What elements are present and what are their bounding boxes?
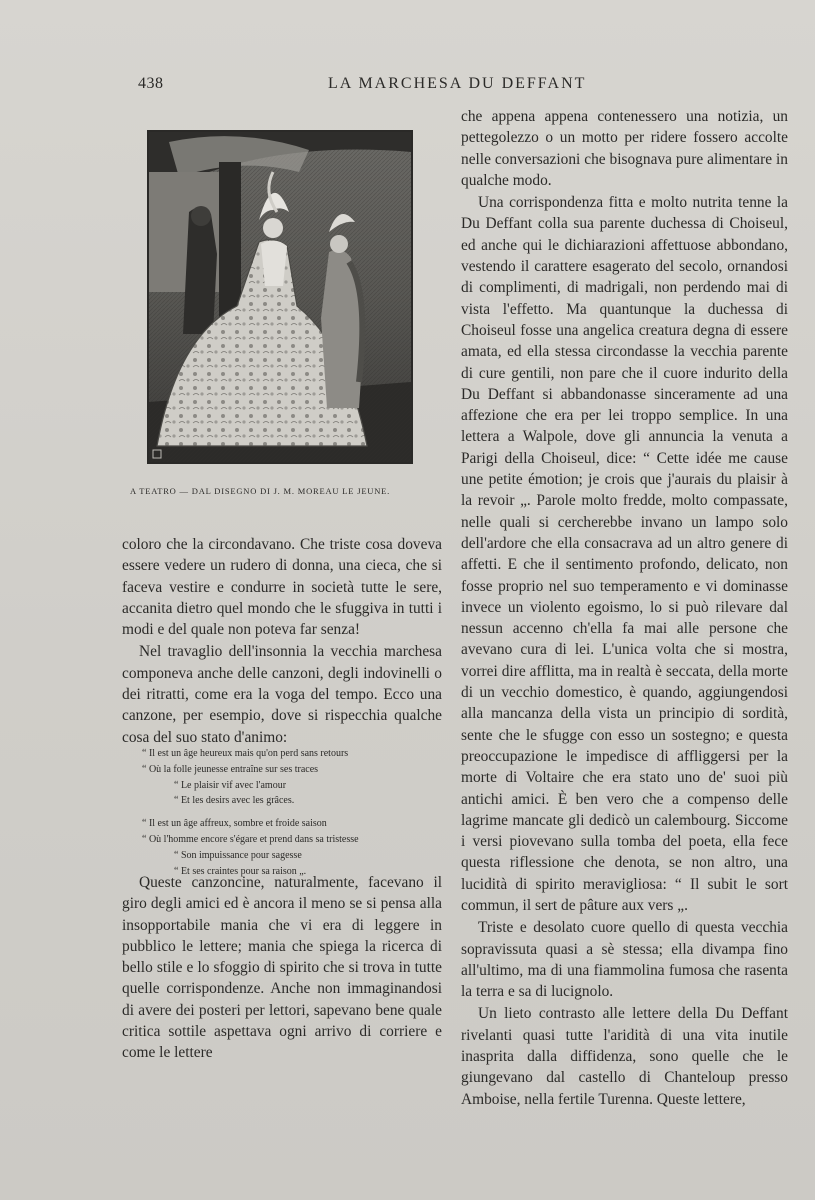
right-column xyxy=(461,106,788,1111)
verse-line: “ Il est un âge heureux mais qu'on perd sans retours xyxy=(142,748,349,759)
verse-line: “ Il est un âge affreux, sombre et froide saison xyxy=(142,818,327,830)
paragraph: Nel travaglio dell'insonnia la vecchia marchesa componeva anche delle canzoni, degli indovinelli o dei ritratti, come era la voga del tempo. Ecco una canzone, per esempio, dove si rispecchia qualche cosa del suo stato d'animo: xyxy=(122,643,442,746)
left-column-continued xyxy=(122,872,442,1065)
theatre-scene-image xyxy=(149,132,411,462)
page-number: 438 xyxy=(138,75,164,92)
verse-line: “ Où la folle jeunesse entraîne sur ses traces xyxy=(142,763,319,775)
left-column xyxy=(122,534,442,749)
running-title: LA MARCHESA DU DEFFANT xyxy=(328,75,587,92)
paragraph: Queste canzoncine, naturalmente, facevano il giro degli amici ed è ancora il meno se si pensa alla insopportabile mania che vi era di leggere in pubblico le lettere; mania che spiega la ricerca di bello stile e lo sfoggio di spirito che si trova in tutte quelle corrispondenze. Anche non immaginandosi di avere dei posteri per lettori, sapevano bene quale critica sottile aspettava ogni arrivo di corriere e come le lettere xyxy=(122,874,442,1062)
verse-line: “ Et les desirs avec les grâces. xyxy=(174,795,295,807)
figure-caption: A TEATRO — DAL DISEGNO DI J. M. MOREAU LE JEUNE. xyxy=(130,486,391,496)
paragraph: Una corrispondenza fitta e molto nutrita tenne la Du Deffant colla sua parente duchessa di Choiseul, ed anche qui le dichiarazioni affettuose abbondano, vestendo il carattere esagerato del secolo, ornandosi di complimenti, di madrigali, non perdendo mai di vista l'effetto. Ma quantunque la duchessa di Choiseul fosse una angelica creatura degna di essere amata, ed ella stessa circondasse la vecchia parente di cure gentili, non pare che il cuore indurito della Du Deffant si abbandonasse sinceramente ad una affezione che era per lei troppo semplice. In una lettera a Walpole, dove gli annuncia la venuta a Parigi della Choiseul, dice: “ Cette idée me cause une petite émotion; je crois que j'aurais du plaisir à la revoir „. Parole molto fredde, molto compassate, nelle quali si cercherebbe invano un lampo solo dell'ardore che ella consacrava ad un altro genere di affetti. E che il sentimento profondo, delicato, non fosse proprio nel suo temperamento e vi dominasse invece un violento egoismo, lo si può rilevare dal nessun accenno ch'ella fa mai alle persone che avevano cura di lei. L'unica volta che si mostra, vorrei dire afflitta, ma in realtà è seccata, della morte di un vecchio domestico, è quando, aggiungendosi alla mancanza della vista un principio di sordità, sente che le sfugge con esso un sostegno; e questa preoccupazione le impedisce di affliggersi per la morte di Voltaire che era stato uno de' suoi più antichi amici. È ben vero che a compenso delle lagrime mancate gli dedicò un calembourg. Siccome i versi piovevano sulla tomba del poeta, ella fece questa riflessione che denota, se non altro, una lucidità di spirito meravigliosa: “ Il subit le sort commun, il sert de pâture aux vers „. xyxy=(461,194,788,914)
paragraph: coloro che la circondavano. Che triste cosa doveva essere vedere un rudero di donna, una cieca, che si faceva vestire e condurre in società tutte le sere, accanita dietro quel mondo che le sfuggiva in tutti i modi e del quale non poteva far senza! xyxy=(122,536,442,639)
verse-line: “ Où l'homme encore s'égare et prend dans sa tristesse xyxy=(142,833,359,845)
verse-line: “ Et ses craintes pour sa raison „. xyxy=(174,865,307,877)
engraving-illustration xyxy=(147,130,413,464)
verse-line: “ Son impuissance pour sagesse xyxy=(174,849,302,861)
paragraph: Un lieto contrasto alle lettere della Du Deffant rivelanti quasi tutte l'aridità di una vita inutile inasprita dalla diffidenza, sono quelle che le giungevano dal castello di Chanteloup presso Amboise, nella fertile Turenna. Queste lettere, xyxy=(461,1005,788,1108)
paragraph: che appena appena contenessero una notizia, un pettegolezzo o un motto per ridere fossero accolte nelle conversazioni che bisognava pure alimentare in qualche modo. xyxy=(461,108,788,189)
paragraph: Triste e desolato cuore quello di questa vecchia sopravissuta quasi a sè stessa; ella divampa fino all'ultimo, ma di una fiammolina fumosa che rasenta la terra e sa di lucignolo. xyxy=(461,919,788,1001)
verse-line: “ Le plaisir vif avec l'amour xyxy=(174,779,287,791)
song-verses xyxy=(142,746,442,879)
